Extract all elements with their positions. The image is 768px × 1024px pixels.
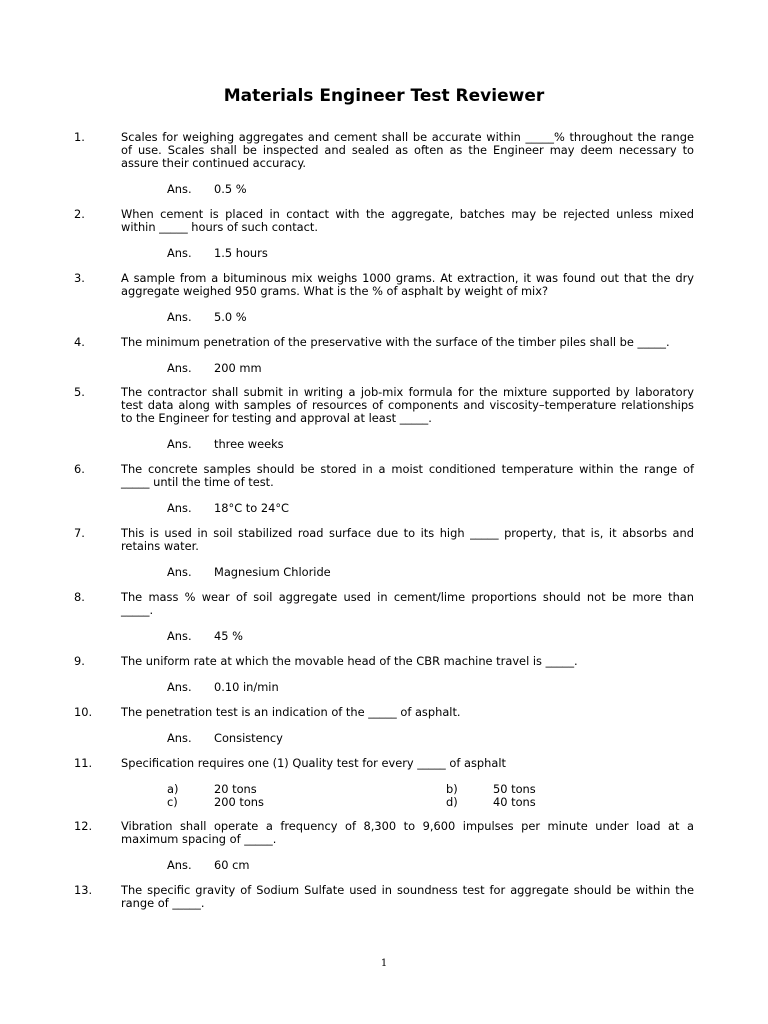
answer-label: Ans. (167, 731, 192, 745)
option-value: 200 tons (214, 795, 264, 809)
question-text-line: Specification requires one (1) Quality test for every _____ of asphalt (121, 756, 506, 770)
question-text-line: maximum spacing of _____. (121, 832, 277, 846)
question-text-line: test data along with samples of resources of components and viscosity–temperature relationships (121, 398, 694, 412)
answer-label: Ans. (167, 629, 192, 643)
question-text-line: Vibration shall operate a frequency of 8,300 to 9,600 impulses per minute under load at a (121, 819, 694, 833)
page-number: 1 (380, 958, 388, 969)
question-text-line: _____ until the time of test. (121, 475, 274, 489)
answer-label: Ans. (167, 246, 192, 260)
question-text (121, 820, 694, 846)
answer-label: Ans. (167, 858, 192, 872)
answer-value: Consistency (214, 731, 283, 745)
answer-label: Ans. (167, 680, 192, 694)
question-text-line: The concrete samples should be stored in a moist conditioned temperature within the range of (121, 462, 694, 476)
option-label: c) (167, 795, 178, 809)
answer-value: 18°C to 24°C (214, 501, 289, 515)
answer-label: Ans. (167, 565, 192, 579)
question-text (121, 131, 694, 170)
answer-label: Ans. (167, 437, 192, 451)
question-text-line: _____. (121, 603, 154, 617)
question-text-line: of use. Scales shall be inspected and sealed as often as the Engineer may deem necessary to (121, 143, 694, 157)
question-number: 2. (74, 207, 85, 221)
option-value: 50 tons (493, 782, 536, 796)
question-number: 7. (74, 526, 85, 540)
answer-value: 1.5 hours (214, 246, 268, 260)
question-text-line: This is used in soil stabilized road surface due to its high _____ property, that is, it absorbs and (121, 526, 694, 540)
option-label: a) (167, 782, 179, 796)
question-number: 4. (74, 335, 85, 349)
question-number: 10. (74, 705, 93, 719)
question-number: 5. (74, 385, 85, 399)
question-text-line: The mass % wear of soil aggregate used in cement/lime proportions should not be more than (121, 590, 694, 604)
question-number: 3. (74, 271, 85, 285)
question-text (121, 591, 694, 617)
answer-value: 5.0 % (214, 310, 247, 324)
question-text (121, 527, 694, 553)
question-text-line: The penetration test is an indication of the _____ of asphalt. (121, 705, 461, 719)
question-number: 8. (74, 590, 85, 604)
option-value: 40 tons (493, 795, 536, 809)
answer-value: 200 mm (214, 361, 262, 375)
question-number: 1. (74, 130, 85, 144)
question-text (121, 655, 694, 668)
answer-value: 0.10 in/min (214, 680, 279, 694)
answer-value: three weeks (214, 437, 284, 451)
question-text-line: The minimum penetration of the preservative with the surface of the timber piles shall be _____. (121, 335, 670, 349)
question-text-line: aggregate weighed 950 grams. What is the % of asphalt by weight of mix? (121, 284, 548, 298)
question-text (121, 757, 694, 770)
answer-value: 45 % (214, 629, 243, 643)
option-label: b) (446, 782, 458, 796)
question-text-line: The specific gravity of Sodium Sulfate used in soundness test for aggregate should be within the (121, 883, 694, 897)
question-number: 9. (74, 654, 85, 668)
question-number: 13. (74, 883, 93, 897)
answer-label: Ans. (167, 182, 192, 196)
question-number: 12. (74, 819, 93, 833)
question-text-line: assure their continued accuracy. (121, 156, 307, 170)
answer-value: 0.5 % (214, 182, 247, 196)
question-number: 6. (74, 462, 85, 476)
question-text (121, 386, 694, 425)
question-text (121, 706, 694, 719)
question-text-line: within _____ hours of such contact. (121, 220, 319, 234)
answer-label: Ans. (167, 361, 192, 375)
question-text-line: The uniform rate at which the movable head of the CBR machine travel is _____. (121, 654, 578, 668)
option-label: d) (446, 795, 458, 809)
question-text (121, 272, 694, 298)
answer-value: Magnesium Chloride (214, 565, 331, 579)
question-text-line: Scales for weighing aggregates and cement shall be accurate within _____% throughout the range (121, 130, 694, 144)
question-text (121, 884, 694, 910)
option-value: 20 tons (214, 782, 257, 796)
answer-label: Ans. (167, 501, 192, 515)
question-text-line: When cement is placed in contact with the aggregate, batches may be rejected unless mixed (121, 207, 694, 221)
question-text-line: to the Engineer for testing and approval at least _____. (121, 411, 432, 425)
question-number: 11. (74, 756, 93, 770)
question-text-line: retains water. (121, 539, 199, 553)
page-title: Materials Engineer Test Reviewer (223, 86, 545, 106)
question-text (121, 336, 694, 349)
answer-value: 60 cm (214, 858, 250, 872)
question-text-line: The contractor shall submit in writing a job-mix formula for the mixture supported by laboratory (121, 385, 694, 399)
question-text (121, 463, 694, 489)
question-text (121, 208, 694, 234)
question-text-line: range of _____. (121, 896, 205, 910)
question-text-line: A sample from a bituminous mix weighs 1000 grams. At extraction, it was found out that the dry (121, 271, 694, 285)
answer-label: Ans. (167, 310, 192, 324)
